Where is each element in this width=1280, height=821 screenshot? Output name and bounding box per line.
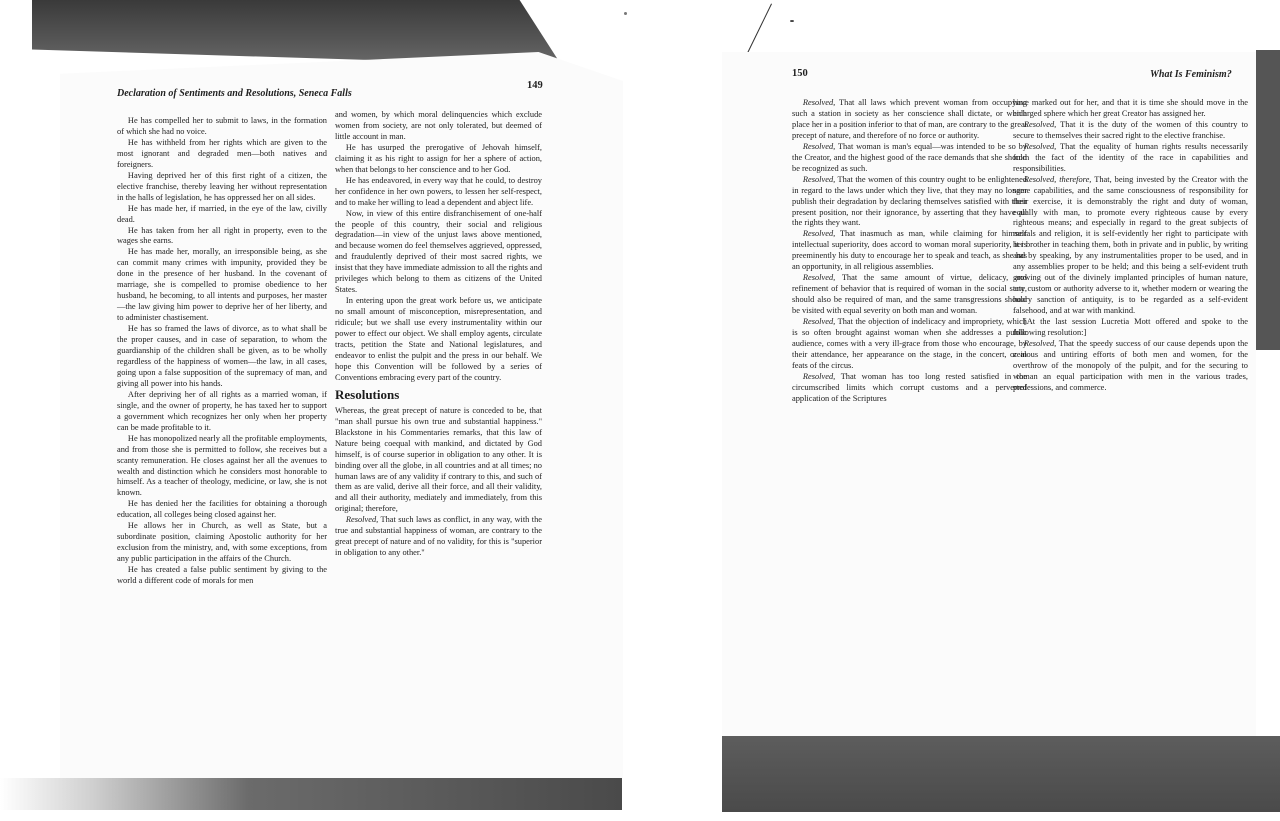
scan-speck xyxy=(790,20,794,22)
scan-speck xyxy=(624,12,627,15)
grievance-paragraph: He has taken from her all right in property, even to the wages she earns. xyxy=(117,225,327,246)
bracket-note: [At the last session Lucretia Mott offered and spoke to the following resolution:] xyxy=(1013,317,1248,338)
right-running-head: What Is Feminism? xyxy=(1150,69,1232,80)
resolution-text: That the objection of indelicacy and impropriety, which is so often brought against woman when she addresses a public audience, comes with a very ill-grace from those who encourage, by their attendance, her appearance on the stage, in the concert, or in feats of the circus. xyxy=(792,317,1027,370)
grievance-paragraph: Now, in view of this entire disfranchisement of one-half the people of this country, their social and religious degradation—in view of the unjust laws above mentioned, and because women do feel themselves aggrieved, oppressed, and fraudulently deprived of their most sacred rights, we insist that they have immediate admission to all the rights and privileges which belong to them as citizens of the United States. xyxy=(335,208,543,295)
left-column-2 xyxy=(335,110,542,559)
right-column-2 xyxy=(1013,98,1248,394)
scan-shadow-right-edge xyxy=(1256,50,1280,350)
resolved-label: Resolved, xyxy=(802,174,836,184)
grievance-paragraph: He has created a false public sentiment by giving to the world a different code of morals for men xyxy=(117,565,327,586)
resolution-paragraph xyxy=(1013,175,1248,317)
grievance-paragraph: He has compelled her to submit to laws, in the formation of which she had no voice. xyxy=(117,116,327,136)
resolutions-intro: Whereas, the great precept of nature is conceded to be, that "man shall pursue his own true and substantial happiness." Blackstone in his Commentaries remarks, that this law of Nature being coequal with mankind, and dictated by God himself, is of course superior in obligation to any other. It is binding over all the globe, in all countries and at all times; no human laws are of any validity if contrary to this, and such of them as are valid, derive all their force, and all their validity, and all their authority, mediately and immediately, from this original; therefore, xyxy=(335,405,542,514)
resolution-text: That the speedy success of our cause depends upon the zealous and untiring efforts of both men and women, for the overthrow of the monopoly of the pulpit, and for the securing to woman an equal participation with men in the various trades, professions, and commerce. xyxy=(1013,338,1248,392)
resolution-paragraph xyxy=(1013,120,1248,142)
resolution-text: That inasmuch as man, while claiming for himself intellectual superiority, does accord to woman moral superiority, it is preeminently his duty to encourage her to speak and teach, as she has an opportunity, in all religious assemblies. xyxy=(792,229,1027,272)
resolved-label: Resolved, xyxy=(802,98,836,107)
resolved-label: Resolved, xyxy=(802,371,836,381)
resolved-label: Resolved, xyxy=(802,317,836,327)
continued-paragraph: have marked out for her, and that it is time she should move in the enlarged sphere which her great Creator has assigned her. xyxy=(1013,98,1248,118)
resolution-text: That such laws as conflict, in any way, with the true and substantial happiness of woman, are contrary to the great precept of nature and of no validity, for this is "superior in obligation to any other." xyxy=(335,515,542,558)
resolved-label: Resolved, therefore, xyxy=(1023,174,1092,184)
resolutions-heading: Resolutions xyxy=(335,386,400,402)
resolution-paragraph xyxy=(792,142,1027,175)
scan-shadow-bottom-left xyxy=(0,778,622,810)
grievance-paragraph: He has usurped the prerogative of Jehovah himself, claiming it as his right to assign for her a sphere of action, when that belongs to her conscience and to her God. xyxy=(335,142,542,174)
resolution-text: That the equality of human rights results necessarily from the fact of the identity of the race in capabilities and responsibilities. xyxy=(1013,141,1248,173)
resolution-text: That woman is man's equal—was intended to be so by the Creator, and the highest good of the race demands that she should be recognized as such. xyxy=(792,141,1027,173)
left-running-head: Declaration of Sentiments and Resolutions, Seneca Falls xyxy=(117,88,352,99)
continued-paragraph: and women, by which moral delinquencies which exclude women from society, are not only tolerated, but deemed of little account in man. xyxy=(335,110,542,141)
resolved-label: Resolved, xyxy=(1023,338,1057,348)
resolution-paragraph xyxy=(792,175,1027,230)
resolution-paragraph xyxy=(1013,142,1248,175)
resolved-label: Resolved, xyxy=(1023,141,1057,151)
resolution-paragraph xyxy=(792,229,1027,273)
resolution-paragraph xyxy=(792,372,1027,405)
grievance-paragraph: He has monopolized nearly all the profitable employments, and from those she is permitted to follow, she receives but a scanty remuneration. He closes against her all the avenues to wealth and distinction which he considers most honorable to himself. As a teacher of theology, medicine, or law, she is not known. xyxy=(117,433,327,498)
left-page-number: 149 xyxy=(527,80,543,91)
resolution-paragraph xyxy=(792,98,1027,142)
resolution-paragraph xyxy=(792,273,1027,317)
resolved-label: Resolved, xyxy=(802,229,836,239)
resolution-text: That woman has too long rested satisfied in the circumscribed limits which corrupt customs and a perverted application of the Scriptures xyxy=(792,371,1027,403)
grievance-paragraph: He has endeavored, in every way that he could, to destroy her confidence in her own powers, to lessen her self-respect, and to make her willing to lead a dependent and abject life. xyxy=(335,175,542,207)
right-column-1 xyxy=(792,98,1027,405)
grievance-paragraph: He has made her, if married, in the eye of the law, civilly dead. xyxy=(117,203,327,224)
resolution-paragraph xyxy=(792,317,1027,372)
grievance-paragraph: Having deprived her of this first right of a citizen, the elective franchise, thereby leaving her without representation in the halls of legislation, he has oppressed her on all sides. xyxy=(117,170,327,202)
resolved-label: Resolved, xyxy=(802,141,836,151)
grievance-paragraph: He has made her, morally, an irresponsible being, as she can commit many crimes with impunity, provided they be done in the presence of her husband. In the covenant of marriage, she is compelled to promise obedience to her husband, he becoming, to all intents and purposes, her master—the law giving him power to deprive her of her liberty, and to administer chastisement. xyxy=(117,247,327,323)
right-page-number: 150 xyxy=(792,68,808,79)
resolution-paragraph xyxy=(1013,339,1248,394)
grievance-paragraph: He has withheld from her rights which are given to the most ignorant and degraded men—both natives and foreigners. xyxy=(117,137,327,169)
scan-shadow-bottom-right xyxy=(722,736,1280,812)
resolution-text: That it is the duty of the women of this country to secure to themselves their sacred right to the elective franchise. xyxy=(1013,119,1248,140)
resolved-label: Resolved, xyxy=(1023,119,1057,129)
resolution-paragraph xyxy=(335,515,542,559)
grievance-paragraph: He has denied her the facilities for obtaining a thorough education, all colleges being closed against her. xyxy=(117,499,327,520)
left-column-1 xyxy=(117,116,327,587)
grievance-paragraph: In entering upon the great work before us, we anticipate no small amount of misconception, misrepresentation, and ridicule; but we shall use every instrumentality within our power to effect our object. We shall employ agents, circulate tracts, petition the State and National legislatures, and endeavor to enlist the pulpit and the press in our behalf. We hope this Convention will be followed by a series of Conventions embracing every part of the country. xyxy=(335,296,542,382)
resolution-text: That the women of this country ought to be enlightened in regard to the laws under which they live, that they may no longer publish their degradation by declaring themselves satisfied with their present position, nor their ignorance, by asserting that they have all the rights they want. xyxy=(792,174,1027,228)
resolution-text: That the same amount of virtue, delicacy, and refinement of behavior that is required of woman in the social state, should also be required of man, and the same transgressions should be visited with equal severity on both man and woman. xyxy=(792,273,1027,316)
resolution-text: That, being invested by the Creator with the same capabilities, and the same consciousness of responsibility for their exercise, it is demonstrably the right and duty of woman, equally with man, to promote every righteous cause by every righteous means; and especially in regard to the great subjects of morals and religion, it is self-evidently her right to participate with her brother in teaching them, both in private and in public, by writing and by speaking, by any instrumentalities proper to be used, and in any assemblies proper to be held; and this being a self-evident truth growing out of the divinely implanted principles of human nature, any custom or authority adverse to it, whether modern or wearing the hoary sanction of antiquity, is to be regarded as a self-evident falsehood, and at war with mankind. xyxy=(1013,174,1248,316)
resolution-text: That all laws which prevent woman from occupying such a station in society as her conscience shall dictate, or which place her in a position inferior to that of man, are contrary to the great precept of nature, and therefore of no force or authority. xyxy=(792,98,1027,140)
grievance-paragraph: He has so framed the laws of divorce, as to what shall be the proper causes, and in case of separation, to whom the guardianship of the children shall be given, as to be wholly regardless of the happiness of women—the law, in all cases, going upon a false supposition of the supremacy of man, and giving all power into his hands. xyxy=(117,324,327,388)
resolved-label: Resolved, xyxy=(802,273,836,283)
resolved-label: Resolved, xyxy=(345,515,379,525)
grievance-paragraph: After depriving her of all rights as a married woman, if single, and the owner of property, he has taxed her to support a government which recognizes her only when her property can be made profitable to it. xyxy=(117,389,327,432)
grievance-paragraph: He allows her in Church, as well as State, but a subordinate position, claiming Apostolic authority for her exclusion from the ministry, and, with some exceptions, from any public participation in the affairs of the Church. xyxy=(117,521,327,564)
